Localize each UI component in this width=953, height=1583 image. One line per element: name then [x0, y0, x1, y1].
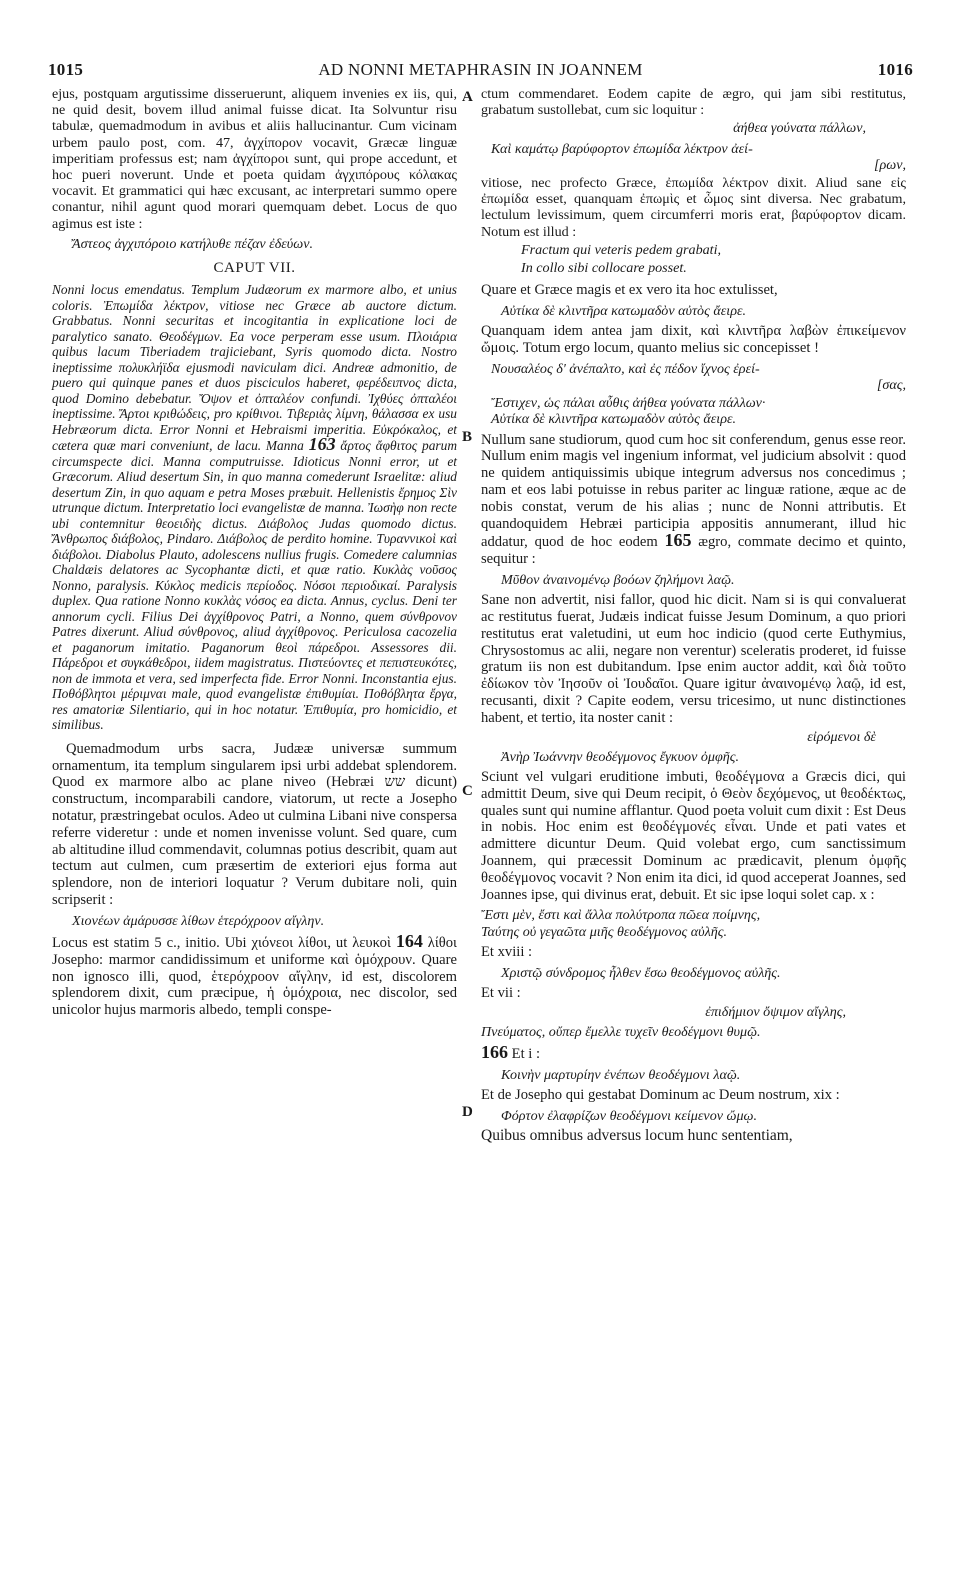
column-number-165: 165: [664, 530, 692, 551]
column-number-164: 164: [395, 930, 423, 951]
column-number-166: 166: [481, 1041, 508, 1062]
right-column: [481, 86, 906, 1145]
margin-letter-d: D: [462, 1104, 473, 1120]
greek-verse: [σας,: [876, 377, 906, 394]
greek-verse: Κοινὴν μαρτυρίην ἐνέπων θεοδέγμονι λαῷ.: [501, 1066, 741, 1083]
greek-verse: [ρων,: [874, 156, 906, 173]
greek-verse: Μῦθον ἀναινομένῳ βοόων ζηλήμονι λαῷ.: [501, 572, 735, 589]
greek-verse: Χριστῷ σύνδρομος ἦλθεν ἔσω θεοδέγμονος αὐλῆς.: [501, 964, 781, 981]
paragraph: Et de Josepho qui gestabat Dominum ac Deum nostrum, xix :: [481, 1086, 840, 1103]
greek-verse: Ταύτης οὐ γεγαῶτα μιῆς θεοδέγμονος αὐλῆς.: [481, 923, 727, 940]
paragraph: Nullum sane studiorum, quod cum hoc sit conferendum, genus esse reor. Nullum enim magis vel ingenium informat, vel judicium absolvit : quod ne quidem antiquissimis ubique integrum adversus nos concedimus ; nam et eos labi potuisse in rebus pariter ac linguæ ratione, æque ac de nobis constat, verum de his alias ; nunc de Nonni attributis. Et quandoquidem Hebræi participia appositis annumerant, illud hic addatur, quod de hoc eodem 165 ægro, commate decimo et quinto, sequitur :: [481, 431, 906, 568]
page-number-left: 1015: [48, 60, 84, 79]
greek-verse: Ἔστι μὲν, ἔστι καὶ ἄλλα πολύτροπα πῶεα ποίμνης,: [481, 907, 761, 924]
paragraph: Quare et Græce magis et ex vero ita hoc extulisset,: [481, 282, 778, 299]
paragraph: Quibus omnibus adversus locum hunc sententiam,: [481, 1126, 793, 1144]
left-column: [52, 86, 457, 1019]
greek-verse: Αὐτίκα δὲ κλιντῆρα κατωμαδὸν αὐτὸς ἄειρε.: [491, 411, 737, 428]
latin-verse: Fractum qui veteris pedem grabati,: [521, 241, 722, 258]
greek-verse: Χιονέων ἀμάρυσσε λίθων ἑτερόχροον αἴγλην.: [72, 912, 325, 929]
running-title: AD NONNI METAPHRASIN IN JOANNEM: [318, 60, 643, 79]
column-number-163: 163: [308, 434, 336, 455]
greek-verse: Πνεύματος, οὔπερ ἔμελλε τυχεῖν θεοδέγμονι θυμῷ.: [481, 1023, 761, 1040]
greek-verse: εἰρόμενοι δὲ: [807, 728, 876, 745]
paragraph: Sane non advertit, nisi fallor, quod hic dicit. Nam si is qui convaluerat ac restitutus fuerat, Judæis indicat fuisse Jesum Dominum, a quo priori restitutus erat valetudini, ut eum hoc indicio (quod certe Euthymius, Chrysostomus ac alii, negare non verentur) sceleratis proderet, id fuisse gratum iis non est dubitandum. Ipse enim auctor addit, καὶ διὰ τοῦτο ἐδίωκον τὸν Ἰησοῦν οἱ Ἰουδαῖοι. Quare igitur ἀναινομένῳ λαῷ, id est, recusanti, dixit ? Capite eodem, versu tricesimo, ut nunc distinctiones habent, et tertio, ita noster canit :: [481, 592, 906, 726]
greek-verse: ἐπιδήμιον ὄψιμον αἴγλης,: [705, 1003, 846, 1020]
paragraph: vitiose, nec profecto Græce, ἐπωμίδα λέκτρον dixit. Aliud sane εἰς ἐπωμίδα esset, quanquam ἐπωμὶς et ὦμος sint diversa. Nec grabatum, lectulum levissimum, quem circumferri moris erat, βαρύφορτον dicam. Notum est illud :: [481, 175, 906, 240]
greek-verse: Ἀνὴρ Ἰωάννην θεοδέγμονος ἔγκυον ὀμφῆς.: [501, 748, 740, 765]
margin-letter-b: B: [462, 429, 473, 445]
margin-letter-a: A: [462, 89, 473, 105]
verse-reference: 166 Et i :: [481, 1041, 541, 1062]
margin-letter-c: C: [462, 783, 473, 799]
greek-verse: Νουσαλέος δ' ἀνέπαλτο, καὶ ἐς πέδον ἴχνος ἐρεί-: [491, 360, 760, 377]
verse-reference: Et xviii :: [481, 943, 533, 960]
greek-verse: Ἔστιχεν, ὡς πάλαι αὖθις ἀήθεα γούνατα πάλλων·: [491, 395, 766, 412]
paragraph: Quanquam idem antea jam dixit, καὶ κλιντῆρα λαβὼν ἐπικείμενον ὤμοις. Totum ergo locum, quanto melius sic concepisset !: [481, 323, 906, 357]
paragraph: Locus est statim 5 c., initio. Ubi χιόνεοι λίθοι, ut λευκοὶ 164 λίθοι Josepho: marmor candidissimum et uniforme καὶ ὁμόχρουν. Quare non ignosco illi, quod, ἑτερόχροον αἴγλην, id est, discolorem splendorem dixit, cum præcipue, ἡ ὁμόχροια, nec discolor, sed unicolor hujus marmoris albedo, templi conspe-: [52, 930, 457, 1019]
greek-verse: Αὐτίκα δὲ κλιντῆρα κατωμαδὸν αὐτὸς ἄειρε.: [501, 303, 747, 320]
paragraph: ctum commendaret. Eodem capite de ægro, qui jam sibi restitutus, grabatum sustollebat, cum sic loquitur :: [481, 86, 906, 119]
page-number-right: 1016: [877, 60, 913, 79]
paragraph: Sciunt vel vulgari eruditione imbuti, θεοδέγμονα a Græcis dici, qui admittit Deum, sive qui Deum recipit, ὁ Θεὸν δεχόμενος, ut θεοδέκτως, quales sunt qui numine afflantur. Quod poeta voluit cum dixit : Est Deus in nobis. Hoc enim est θεοδέγμονές εἶναι. Unde et pati vates et admittere dicuntur Deum. Quid volebat ergo, cum sanctissimum Joannem, qui præcessit Dominum ac prædicavit, plenum ὀμφῆς θεοδέγμονος vocavit ? Non enim ita dici, id quod acceperat Joannes, sed Joannes ipse, qui divinus erat, debuit. Et sic ipse loqui solet cap. x :: [481, 769, 906, 903]
chapter-heading: CAPUT VII.: [213, 260, 296, 277]
greek-verse: ἀήθεα γούνατα πάλλων,: [733, 120, 866, 137]
paragraph: ejus, postquam argutissime disseruerunt, aliquem invenies ex iis, qui, ne quid desit, bovem illud animal fuisse dicat. Ita Solvuntur risu tabulæ, quemadmodum in avibus et aliis hallucinantur. Cum vicinam urbem paulo post, com. 47, ἀγχίπορον vocavit, Græcæ linguæ imperitiam professus est; nam ἀγχίποροι sunt, qui prope accedunt, et hoc pueri noverunt. Unde et poeta quidam ἀγχιπόρους κόλακας vocavit. Et grammatici qui hæc excusant, ac interpretari summo opere conantur, nihil agunt quod morari quemquam debet. Locus de quo agimus est iste :: [52, 86, 457, 232]
verse-reference: Et vii :: [481, 984, 521, 1001]
greek-verse: Ἄστεος ἀγχιπόροιο κατήλυθε πέζαν ἐδεύων.: [72, 235, 313, 252]
chapter-summary: Nonni locus emendatus. Templum Judæorum ex marmore albo, et unius coloris. Ἐπωμίδα λέκτρον, vitiose nec Græce ab auctore dictum. Grabbatus. Nonni securitas et incogitantia in explicatione loci de paralytico sanato. Θεοδέγμων. Ea voce perperam esse usum. Πλοιάρια quibus lacum Tiberiadem trajiciebant, Syris quomodo dicta. Nostro ineptissime πολυκλήϊδα ejusmodi naviculam dici. Andreæ admonitio, de puero qui quinque panes et duos pisciculos haberet, φερέδειπνος dicta, quod Domino debebatur. Ὄψον et ὀπταλέον confundi. Ἰχθύες ὀπταλέοι ineptissime. Ἄρτοι κριθώδεις, pro κρίθινοι. Τιβεριὰς λίμνη, θάλασσα ex usu Hebræorum dicta. Error Nonni et Hebraismi imperitia. Εὐκρόκαλος, et cætera quæ mari conveniunt, de lacu. Manna 163 ἄρτος ἄφθιτος parum circumspecte dici. Manna computruisse. Idioticus Nonni error, ut et Græcorum. Aliud desertum Sin, in quo manna comederunt Israelitæ: aliud desertum Zin, in quo aquam e petra Moses præbuit. Hellenistis ἔρημος Σὶν utrunque dictum. Interpretatio loci evangelistæ de manna. Ἰωσὴφ non recte ubi contemnitur θεοειδὴς dictus. Διάβολος Judas quomodo dictus. Ἄνθρωπος διάβολος, Pindaro. Διάβολος de perdito homine. Τυραννικοὶ καὶ διάβολοι. Diabolus Plauto, adolescens nullius frugis. Comedere calumnias Chaldæis delatores ac Sycophantæ dicti, et quæ ratio. Κυκλὰς νοῦσος Nonno, paralysis. Κύκλος medicis περίοδος. Νόσοι περιοδικαί. Paralysis duplex. Qua ratione Nonno κυκλὰς νόσος ea dicta. Annus, cyclus. Deni ter annorum cycli. Filius Dei ἀγχίθρονος Patri, a Nonno, quem σύνθρονον Patres dixerunt. Aliud σύνθρονος, aliud ἀγχίθρονος. Periculosa cacozelia et paganorum imitatio. Paganorum θεοὶ πάρεδροι. Assessores dii. Πάρεδροι et συγκάθεδροι, iidem magistratus. Πιστεύοντες et πεπιστευκότες, non de immota et vera, sed imperfecta fide. Error Nonni. Inconstantia ejus. Ποθόβλητοι μέριμναι male, quod evangelistæ ἐπιθυμίαι. Ποθόβλητα ἔργα, res amatoriæ Silentiario, qui in hoc notatur. Ἐπιθυμία, pro homicidio, et similibus.: [52, 282, 457, 733]
paragraph: Quemadmodum urbs sacra, Judææ universæ summum ornamentum, ita templum singularem ipsi urbi addebat splendorem. Quod ex marmore albo ac plane niveo (Hebræi שש dicunt) constructum, incomparabili candore, viatorum, ut recte a Josepho notatur, præstringebat oculos. Adeo ut culmina Libani nive conspersa referre videretur : unde et nomen invenisse volunt. Sed quare, cum ab altitudine illud commendavit, columnas potius describit, quam aut tectum aut culmen, cum præsertim de exteriori ejus forma aut splendore, non de interiori loquatur ? Verum dubitare noli, quin scripserit :: [52, 740, 457, 908]
greek-verse: Καὶ καμάτῳ βαρύφορτον ἐπωμίδα λέκτρον ἀεί-: [491, 140, 753, 157]
greek-verse: Φόρτον ἐλαφρίζων θεοδέγμονι κείμενον ὤμῳ.: [501, 1107, 758, 1124]
latin-verse: In collo sibi collocare posset.: [521, 260, 687, 277]
